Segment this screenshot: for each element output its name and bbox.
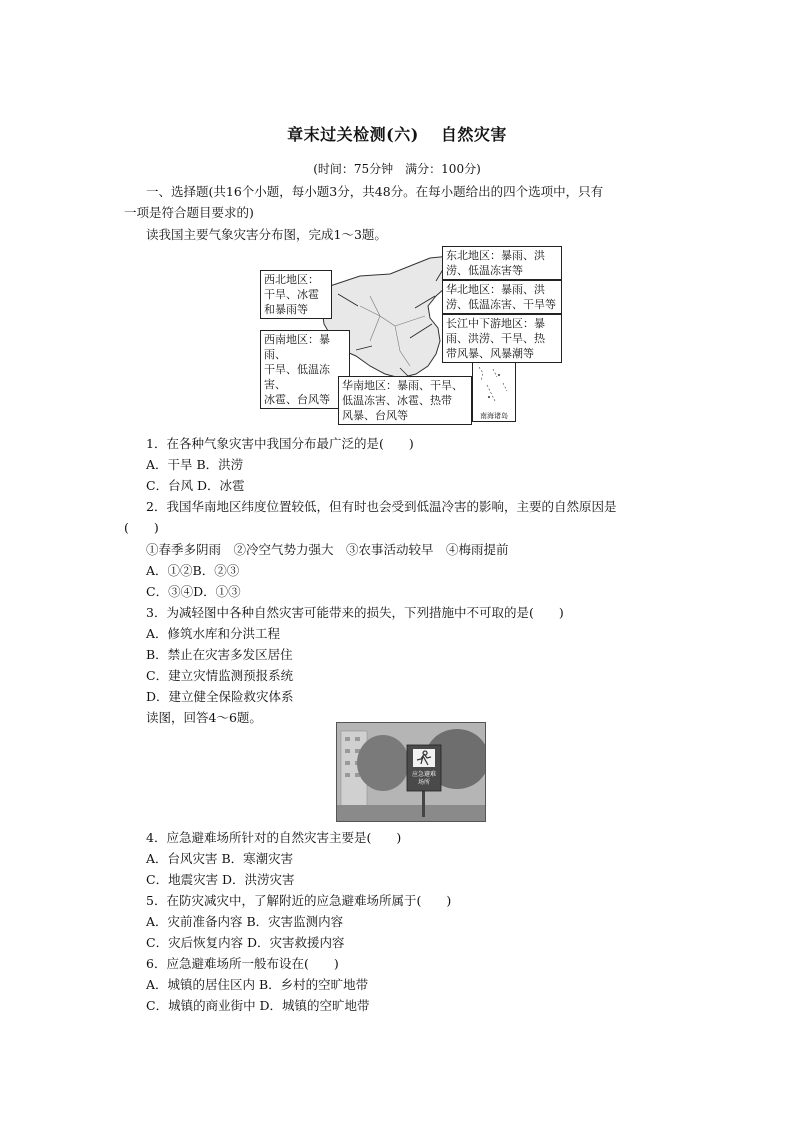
page-title <box>0 122 794 145</box>
photo-intro: 读图，回答4～6题。 <box>146 710 262 725</box>
q5-options-ab: A．灾前准备内容 B．灾害监测内容 <box>146 914 344 929</box>
q3-option-b: B．禁止在灾害多发区居住 <box>146 647 293 662</box>
sign-text-line2: 场所 <box>417 779 431 786</box>
exam-meta: (时间：75分钟 满分：100分) <box>313 162 481 176</box>
q2-options-cd: C．③④D．①③ <box>146 584 241 599</box>
q5-options-cd: C．灾后恢复内容 D．灾害救援内容 <box>146 935 345 950</box>
q6-stem: 6．应急避难场所一般布设在( ) <box>146 956 339 971</box>
q6-options-cd: C．城镇的商业街中 D．城镇的空旷地带 <box>146 998 370 1013</box>
label-southwest: 西南地区：暴雨、 干旱、低温冻害、 冰雹、台风等 <box>260 330 350 409</box>
q5-stem: 5．在防灾减灾中，了解附近的应急避难场所属于( ) <box>146 893 452 908</box>
q3-option-a: A．修筑水库和分洪工程 <box>146 626 281 641</box>
q4-options-ab: A．台风灾害 B．寒潮灾害 <box>146 851 294 866</box>
title-topic: 自然灾害 <box>440 125 507 144</box>
emergency-shelter-photo <box>336 722 486 822</box>
q1-options-ab: A．干旱 B．洪涝 <box>146 457 244 472</box>
label-northeast: 东北地区：暴雨、洪 涝、低温冻害等 <box>442 246 562 280</box>
section-instruction-1: 一、选择题(共16个小题，每小题3分，共48分。在每小题给出的四个选项中，只有 <box>146 184 604 199</box>
q3-option-d: D．建立健全保险救灾体系 <box>146 689 294 704</box>
label-yangtze: 长江中下游地区：暴 雨、洪涝、干旱、热 带风暴、风暴潮等 <box>442 314 562 363</box>
q2-stem: 2．我国华南地区纬度位置较低，但有时也会受到低温冷害的影响，主要的自然原因是 <box>146 499 617 514</box>
inset-islands <box>473 363 515 411</box>
disaster-map-figure <box>260 246 562 422</box>
section-instruction-2: 一项是符合题目要求的) <box>124 205 254 220</box>
q2-items: ①春季多阴雨 ②冷空气势力强大 ③农事活动较早 ④梅雨提前 <box>146 542 509 557</box>
q3-option-c: C．建立灾情监测预报系统 <box>146 668 294 683</box>
q4-stem: 4．应急避难场所针对的自然灾害主要是( ) <box>146 830 402 845</box>
sign-post <box>422 787 425 817</box>
q1-options-cd: C．台风 D．冰雹 <box>146 478 245 493</box>
q4-options-cd: C．地震灾害 D．洪涝灾害 <box>146 872 295 887</box>
ground <box>337 805 485 821</box>
inset-caption: 南海诸岛 <box>480 412 508 420</box>
photo-scene <box>337 723 485 821</box>
trees-left <box>357 735 409 791</box>
title-main: 章末过关检测(六) <box>287 125 419 144</box>
sign-text-line1: 应急避难 <box>411 771 437 778</box>
south-china-sea-inset <box>472 362 516 422</box>
label-north: 华北地区：暴雨、洪 涝、低温冻害、干旱等 <box>442 280 562 314</box>
q6-options-ab: A．城镇的居住区内 B．乡村的空旷地带 <box>146 977 369 992</box>
label-northwest: 西北地区： 干旱、冰雹 和暴雨等 <box>260 270 332 319</box>
map-intro: 读我国主要气象灾害分布图，完成1～3题。 <box>146 227 387 242</box>
q3-stem: 3．为减轻图中各种自然灾害可能带来的损失，下列措施中不可取的是( ) <box>146 605 564 620</box>
q1-stem: 1．在各种气象灾害中我国分布最广泛的是( ) <box>146 436 414 451</box>
q2-stem-cont: ( ) <box>124 520 159 535</box>
q2-options-ab: A．①②B．②③ <box>146 563 240 578</box>
label-south: 华南地区：暴雨、干旱、 低温冻害、冰雹、热带 风暴、台风等 <box>338 376 472 425</box>
